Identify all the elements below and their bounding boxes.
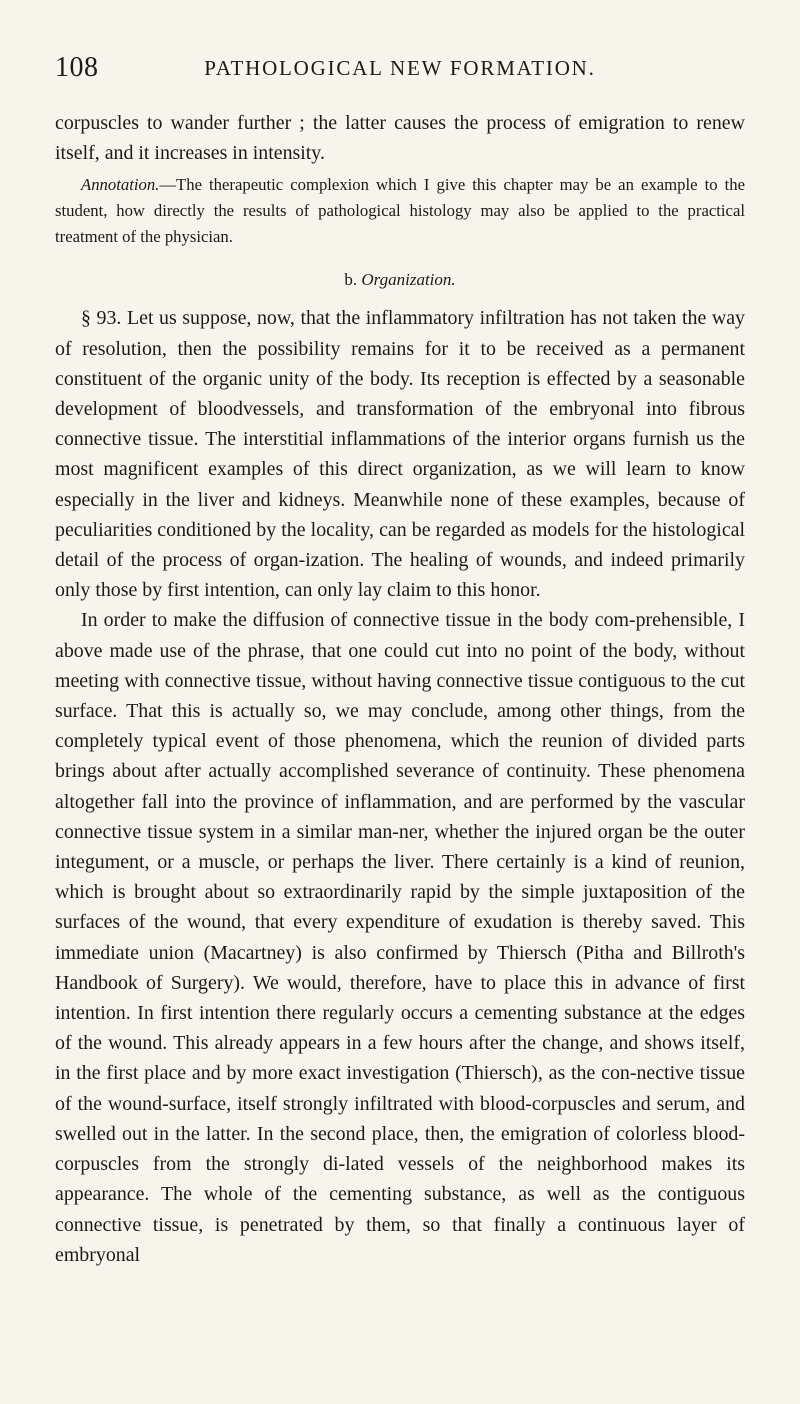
section-93-paragraph: § 93. Let us suppose, now, that the inflammatory infiltration has not taken the way of resolution, then the possibility remains for it to be received as a permanent constituent of the organic unity of the body. Its reception is effected by a seasonable development of bloodvessels, and transformation of the embryonal into fibrous connective tissue. The interstitial inflammations of the interior organs furnish us the most magnificent examples of this direct organization, as we will learn to know especially in the liver and kidneys. Meanwhile none of these examples, because of peculiarities conditioned by the locality, can be regarded as models for the histological detail of the process of organ-ization. The healing of wounds, and indeed primarily only those by first intention, can only lay claim to this honor. [55, 307, 745, 602]
page-number: 108 [55, 52, 99, 83]
continuation-paragraph: corpuscles to wander further ; the latter causes the process of emigration to renew itself, and it increases in intensity. [55, 112, 745, 165]
annotation-paragraph [55, 172, 745, 250]
annotation-text: —The therapeutic complexion which I give this chapter may be an example to the student, how directly the results of pathological histology may also be applied to the practical treatment of the physician. [55, 175, 745, 247]
diffusion-paragraph: In order to make the diffusion of connective tissue in the body com-prehensible, I above made use of the phrase, that one could cut into no point of the body, without meeting with connective tissue, without having connective tissue contiguous to the cut surface. That this is actually so, we may conclude, among other things, from the completely typical event of those phenomena, which the reunion of divided parts brings about after actually accomplished severance of continuity. These phenomena altogether fall into the province of inflammation, and are performed by the vascular connective tissue system in a similar man-ner, whether the injured organ be the outer integument, or a muscle, or perhaps the liver. There certainly is a kind of reunion, which is brought about so extraordinarily rapid by the simple juxtaposition of the surfaces of the wound, that every expenditure of exudation is thereby saved. This immediate union (Macartney) is also confirmed by Thiersch (Pitha and Billroth's Handbook of Surgery). We would, therefore, have to place this in advance of first intention. In first intention there regularly occurs a cementing substance at the edges of the wound. This already appears in a few hours after the change, and shows itself, in the first place and by more exact investigation (Thiersch), as the con-nective tissue of the wound-surface, itself strongly infiltrated with blood-corpuscles and serum, and swelled out in the latter. In the second place, then, the emigration of colorless blood-corpuscles from the strongly di-lated vessels of the neighborhood makes its appearance. The whole of the cementing substance, as well as the contiguous connective tissue, is penetrated by them, so that finally a continuous layer of embryonal [55, 609, 745, 1266]
annotation-lead: Annotation. [81, 175, 160, 195]
page-header [55, 52, 745, 86]
subhead-letter: b. [344, 270, 358, 290]
running-head: PATHOLOGICAL NEW FORMATION. [204, 56, 596, 80]
page-body [55, 108, 745, 1270]
section-subheading [55, 270, 745, 290]
subhead-title: Organization. [361, 270, 456, 290]
